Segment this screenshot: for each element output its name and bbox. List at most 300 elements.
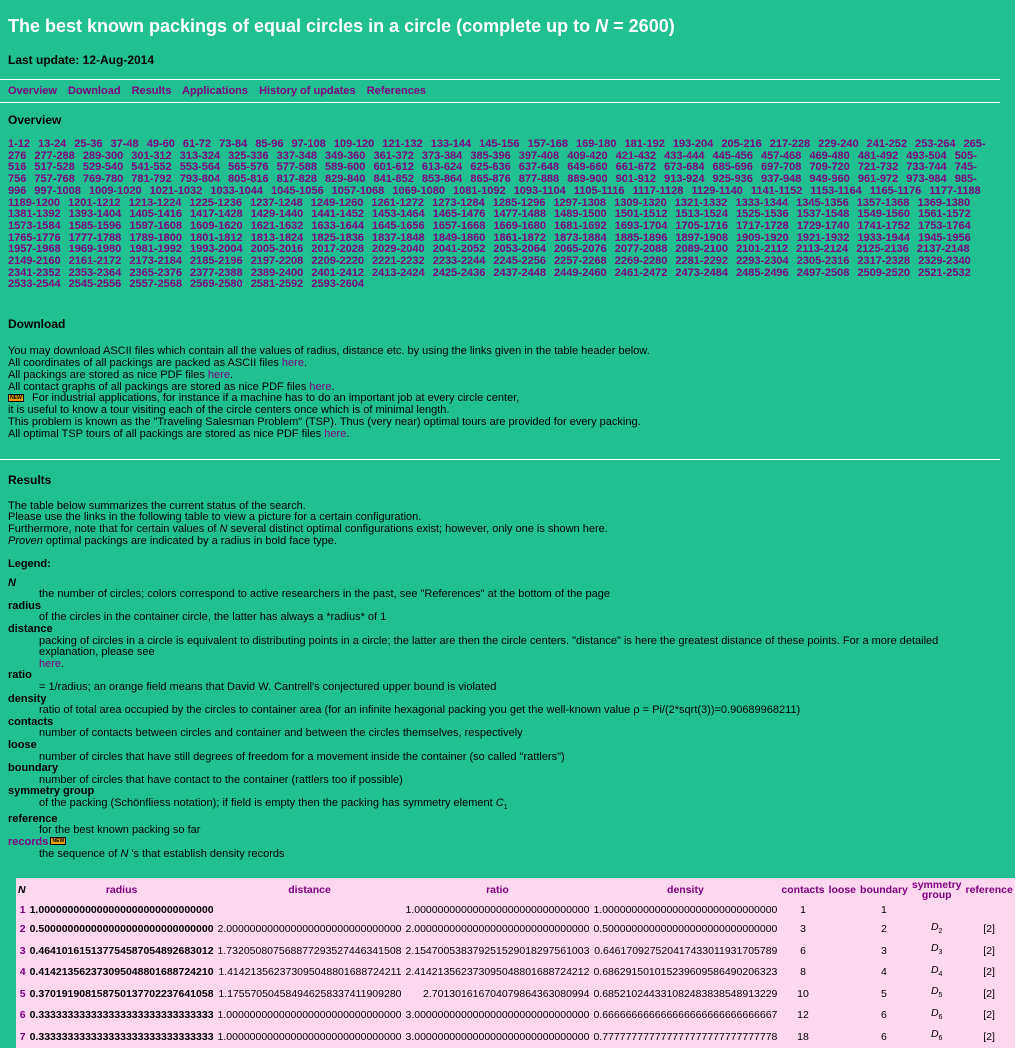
overview-heading: Overview <box>8 113 62 127</box>
overview-range-link[interactable]: 781-792 <box>131 173 172 186</box>
overview-range-link[interactable]: 1021-1032 <box>149 184 203 197</box>
col-header-symmetry[interactable]: symmetry group <box>911 879 962 902</box>
cell-density: 0.666666666666666666666666666667 <box>593 1009 778 1022</box>
cell-loose <box>827 1026 858 1048</box>
overview-range-link[interactable]: 2137-2148 <box>916 243 970 256</box>
overview-range-link[interactable]: 1429-1440 <box>250 208 304 221</box>
overview-range-link[interactable]: 1549-1560 <box>857 208 911 221</box>
distance-here-link[interactable]: here <box>39 657 62 670</box>
results-line: Please use the links in the following table to view a picture for a certain configuration. <box>8 511 422 524</box>
cell-contacts: 1 <box>800 904 806 917</box>
overview-range-link[interactable]: 289-300 <box>82 149 124 162</box>
overview-range-link[interactable]: 133-144 <box>430 138 472 150</box>
cell-density: 0.646170927520417433011931705789 <box>594 944 778 957</box>
download-line: All contact graphs of all packings are stored as nice PDF files here. <box>8 380 335 393</box>
overview-range-link[interactable]: 2329-2340 <box>918 255 971 268</box>
overview-range-link[interactable]: 1693-1704 <box>614 219 668 232</box>
col-header-ratio[interactable]: ratio <box>486 884 509 897</box>
overview-range-link[interactable]: 2197-2208 <box>250 255 304 268</box>
cell-reference <box>964 919 1015 941</box>
overview-range-link[interactable]: 1237-1248 <box>250 196 303 209</box>
overview-range-link[interactable]: 2497-2508 <box>796 266 850 279</box>
overview-range-link[interactable]: 2449-2460 <box>554 266 607 279</box>
overview-range-link[interactable]: 2401-2412 <box>311 266 364 279</box>
overview-range-link[interactable]: 2473-2484 <box>675 266 728 279</box>
overview-range-link[interactable]: 85-96 <box>255 138 284 150</box>
overview-range-link[interactable]: 613-624 <box>421 161 463 174</box>
overview-range-link[interactable]: 1741-1752 <box>857 219 911 232</box>
overview-range-link[interactable]: 2341-2352 <box>8 266 61 279</box>
overview-range-link[interactable]: 2533-2544 <box>8 278 61 291</box>
overview-range-link[interactable]: 277-288 <box>34 149 75 162</box>
overview-range-link[interactable]: 121-132 <box>382 138 423 150</box>
overview-range-link[interactable]: 1489-1500 <box>554 208 607 221</box>
overview-range-link[interactable]: 1537-1548 <box>796 208 850 221</box>
cell-contacts: 18 <box>797 1030 809 1043</box>
overview-range-link[interactable]: 169-180 <box>576 138 617 150</box>
overview-range-link[interactable]: 1357-1368 <box>856 196 910 209</box>
overview-range-link[interactable]: 1573-1584 <box>8 219 61 232</box>
cell-symmetry: $D_2$ <box>930 920 943 935</box>
overview-range-link[interactable]: 1057-1068 <box>331 184 385 197</box>
overview-range-link[interactable]: 349-360 <box>325 149 366 162</box>
overview-range-link[interactable]: 2461-2472 <box>614 266 668 279</box>
download-line: NEW For industrial applications, for instance if a machine has to do an important job at every circle center, <box>8 393 992 405</box>
cell-n[interactable]: 1 <box>19 904 26 917</box>
overview-range-link[interactable]: 1393-1404 <box>68 208 122 221</box>
legend-term-boundary: boundary <box>8 762 59 775</box>
overview-range-link[interactable]: 841-852 <box>373 173 414 186</box>
overview-range-link[interactable]: 2485-2496 <box>736 266 789 279</box>
nav-applications[interactable]: Applications <box>182 85 249 97</box>
overview-range-link[interactable]: 325-336 <box>228 149 269 162</box>
overview-range-link[interactable]: 1993-2004 <box>190 243 243 256</box>
overview-range-link[interactable]: 1525-1536 <box>736 208 789 221</box>
results-line: Proven optimal packings are indicated by a radius in bold face type. <box>8 534 337 547</box>
overview-range-link[interactable]: 1009-1020 <box>88 184 142 197</box>
overview-range-link[interactable]: 1765-1776 <box>8 231 61 244</box>
overview-range-link[interactable]: 1453-1464 <box>372 208 425 221</box>
overview-range-link[interactable]: 1309-1320 <box>614 196 667 209</box>
overview-range-link[interactable]: 1141-1152 <box>750 184 803 197</box>
col-header-distance[interactable]: distance <box>288 884 331 897</box>
overview-range-link[interactable]: 481-492 <box>857 149 899 162</box>
overview-range-link[interactable]: 853-864 <box>421 173 463 186</box>
overview-range-link[interactable]: 2029-2040 <box>372 243 425 256</box>
overview-range-link[interactable]: 745-756 <box>8 161 977 186</box>
overview-range-link[interactable]: 1501-1512 <box>614 208 668 221</box>
overview-range-link[interactable]: 73-84 <box>219 138 248 150</box>
overview-range-link[interactable]: 601-612 <box>373 161 414 174</box>
overview-range-link[interactable]: 2161-2172 <box>68 255 122 268</box>
overview-range-link[interactable]: 1717-1728 <box>736 219 789 232</box>
overview-range-link[interactable]: 1813-1824 <box>250 231 304 244</box>
overview-range-link[interactable]: 2233-2244 <box>432 255 486 268</box>
nav-results[interactable]: Results <box>131 85 172 97</box>
cell-ratio: 2.414213562373095048801688724212 <box>405 966 590 979</box>
overview-range-link[interactable]: 1117-1128 <box>632 184 684 197</box>
cell-n[interactable]: 7 <box>19 1030 26 1043</box>
overview-range-link[interactable]: 877-888 <box>518 173 560 186</box>
overview-range-link[interactable]: 265-276 <box>8 138 986 162</box>
overview-range-link[interactable]: 1861-1872 <box>493 231 546 244</box>
overview-range-link[interactable]: 37-48 <box>110 138 139 150</box>
reference-link[interactable]: [2] <box>983 987 995 1000</box>
overview-range-link[interactable]: 1129-1140 <box>691 184 743 197</box>
tsp-here-link[interactable]: here <box>324 427 347 440</box>
overview-range-link[interactable]: 1909-1920 <box>736 231 789 244</box>
nav-history[interactable]: History of updates <box>259 85 356 97</box>
overview-range-link[interactable]: 2317-2328 <box>857 255 911 268</box>
overview-range-link[interactable]: 1273-1284 <box>432 196 485 209</box>
overview-range-link[interactable]: 973-984 <box>906 173 947 186</box>
overview-range-link[interactable]: 709-720 <box>809 161 850 174</box>
overview-range-link[interactable]: 193-204 <box>672 138 714 150</box>
overview-range-link[interactable]: 889-900 <box>567 173 608 186</box>
overview-range-link[interactable]: 1969-1980 <box>68 243 122 256</box>
ascii-here-link[interactable]: here <box>281 356 304 369</box>
col-header-boundary[interactable]: boundary <box>860 884 908 897</box>
cell-loose <box>827 902 858 918</box>
overview-range-link[interactable]: 361-372 <box>373 149 414 162</box>
table-row <box>16 940 1015 962</box>
overview-range-link[interactable]: 181-192 <box>624 138 665 150</box>
cell-boundary: 4 <box>881 966 887 979</box>
overview-range-link[interactable]: 697-708 <box>760 161 802 174</box>
overview-range-link[interactable]: 1285-1296 <box>492 196 546 209</box>
overview-range-link[interactable]: 625-636 <box>470 161 511 174</box>
overview-range-link[interactable]: 373-384 <box>421 149 463 162</box>
overview-range-link[interactable]: 1081-1092 <box>453 184 506 197</box>
overview-range-link[interactable]: 2149-2160 <box>8 255 61 268</box>
overview-range-link[interactable]: 2389-2400 <box>250 266 304 279</box>
cell-symmetry: $D_6$ <box>930 1006 943 1021</box>
overview-range-link[interactable]: 985-996 <box>8 173 977 197</box>
col-header-loose[interactable]: loose <box>828 884 857 897</box>
legend-def-n: the number of circles; colors correspond to active researchers in the past, see "References" at the bottom of the page <box>39 588 610 601</box>
overview-range-link[interactable]: 2221-2232 <box>372 255 425 268</box>
legend-term-symmetry: symmetry group <box>8 785 95 798</box>
overview-range-link[interactable]: 1681-1692 <box>554 219 607 232</box>
cell-density: 0.500000000000000000000000000000 <box>593 923 778 936</box>
legend-term-contacts: contacts <box>8 715 54 728</box>
overview-range-link[interactable]: 733-744 <box>906 161 947 174</box>
overview-range-link[interactable]: 1957-1968 <box>8 243 61 256</box>
overview-range-link[interactable]: 2377-2388 <box>190 266 243 279</box>
cell-radius: 0.370191908158750137702237641058 <box>29 987 214 1000</box>
cell-symmetry: $D_5$ <box>930 985 943 1000</box>
overview-range-link[interactable]: 2089-2100 <box>675 243 728 256</box>
cell-loose <box>827 940 858 962</box>
overview-range-link[interactable]: 109-120 <box>333 138 375 150</box>
overview-range-link[interactable]: 2521-2532 <box>918 266 971 279</box>
overview-range-link[interactable]: 769-780 <box>82 173 124 186</box>
overview-range-link[interactable]: 1369-1380 <box>917 196 971 209</box>
overview-range-link[interactable]: 997-1008 <box>34 184 81 197</box>
overview-range-link[interactable]: 1201-1212 <box>68 196 121 209</box>
overview-range-link[interactable]: 61-72 <box>182 138 212 150</box>
overview-range-link[interactable]: 421-432 <box>615 149 657 162</box>
overview-range-link[interactable]: 1945-1956 <box>918 231 971 244</box>
overview-range-link[interactable]: 2125-2136 <box>856 243 909 256</box>
nav-download[interactable]: Download <box>67 85 121 97</box>
overview-range-link[interactable]: 661-672 <box>615 161 657 174</box>
overview-range-link[interactable]: 1-12 <box>8 138 31 150</box>
overview-range-link[interactable]: 1345-1356 <box>796 196 849 209</box>
overview-range-link[interactable]: 1477-1488 <box>493 208 546 221</box>
overview-range-link[interactable]: 1705-1716 <box>675 219 728 232</box>
overview-range-link[interactable]: 2545-2556 <box>68 278 122 291</box>
overview-range-link[interactable]: 2005-2016 <box>250 243 304 256</box>
overview-range-link[interactable]: 1561-1572 <box>918 208 971 221</box>
overview-range-link[interactable]: 2101-2112 <box>736 243 789 256</box>
table-row <box>16 1005 1015 1027</box>
results-line: Furthermore, note that for certain values of N several distinct optimal configurations exist; however, only one is shown here. <box>8 523 608 536</box>
overview-range-link[interactable]: 589-600 <box>325 161 366 174</box>
overview-range-link[interactable]: 1165-1176 <box>869 184 922 197</box>
overview-range-link[interactable]: 1381-1392 <box>8 208 61 221</box>
overview-range-link[interactable]: 2209-2220 <box>311 255 364 268</box>
overview-range-link[interactable]: 157-168 <box>527 138 568 150</box>
overview-range-link[interactable]: 409-420 <box>567 149 608 162</box>
overview-range-link[interactable]: 565-576 <box>228 161 269 174</box>
overview-range-link[interactable]: 97-108 <box>291 138 326 150</box>
overview-range-link[interactable]: 1105-1116 <box>573 184 625 197</box>
legend-def-radius: of the circles in the container circle, the latter has always a *radius* of 1 <box>39 611 387 624</box>
legend-def-distance: packing of circles in a circle is equivalent to distributing points in a circle; the latter are then the circle centers. "distance" is here the greatest distance of these points. For a more detailed explanation, please see here. <box>39 634 939 670</box>
overview-range-link[interactable]: 961-972 <box>857 173 899 186</box>
overview-range-link[interactable]: 1981-1992 <box>129 243 182 256</box>
overview-range-link[interactable]: 1069-1080 <box>392 184 445 197</box>
col-header-contacts[interactable]: contacts <box>781 884 825 897</box>
reference-link[interactable]: [2] <box>983 923 995 936</box>
overview-range-link[interactable]: 301-312 <box>131 149 172 162</box>
overview-range-link[interactable]: 469-480 <box>809 149 850 162</box>
cell-ratio: 3.000000000000000000000000000000 <box>405 1030 590 1043</box>
reference-link[interactable]: [2] <box>983 966 995 979</box>
overview-range-link[interactable]: 2041-2052 <box>432 243 486 256</box>
overview-range-link[interactable]: 1153-1164 <box>810 184 862 197</box>
overview-range-link[interactable]: 913-924 <box>664 173 705 186</box>
overview-range-link[interactable]: 445-456 <box>712 149 753 162</box>
download-line: it is useful to know a tour visiting each of the circle centers once which is of minimal length. <box>8 404 450 417</box>
cell-n[interactable]: 3 <box>19 944 26 957</box>
overview-range-link[interactable]: 49-60 <box>146 138 175 150</box>
overview-range-link[interactable]: 1729-1740 <box>796 219 850 232</box>
overview-range-link[interactable]: 2437-2448 <box>493 266 546 279</box>
overview-range-link[interactable]: 1921-1932 <box>796 231 850 244</box>
cell-n[interactable]: 5 <box>19 987 26 1000</box>
overview-range-link[interactable]: 2065-2076 <box>554 243 607 256</box>
overview-range-link[interactable]: 1585-1596 <box>68 219 122 232</box>
legend-def-ratio: = 1/radius; an orange field means that David W. Cantrell's conjectured upper bound is violated <box>39 681 497 694</box>
col-header-density[interactable]: density <box>667 884 704 897</box>
overview-range-link[interactable]: 1933-1944 <box>857 231 911 244</box>
overview-range-link[interactable]: 2281-2292 <box>675 255 728 268</box>
overview-range-link[interactable]: 553-564 <box>179 161 221 174</box>
overview-range-link[interactable]: 2581-2592 <box>250 278 304 291</box>
download-text <box>8 346 992 440</box>
cell-n[interactable]: 2 <box>19 923 26 936</box>
overview-range-link[interactable]: 493-504 <box>906 149 947 162</box>
overview-range-link[interactable]: 1753-1764 <box>918 219 971 232</box>
overview-range-link[interactable]: 925-936 <box>712 173 753 186</box>
overview-range-link[interactable]: 2113-2124 <box>796 243 849 256</box>
overview-range-link[interactable]: 529-540 <box>82 161 124 174</box>
overview-range-link[interactable]: 1297-1308 <box>553 196 607 209</box>
overview-range-link[interactable]: 2269-2280 <box>614 255 668 268</box>
overview-range-link[interactable]: 1609-1620 <box>190 219 243 232</box>
overview-range-link[interactable]: 1177-1188 <box>929 184 981 197</box>
overview-range-link[interactable]: 2245-2256 <box>493 255 546 268</box>
overview-range-link[interactable]: 2509-2520 <box>857 266 911 279</box>
overview-range-link[interactable]: 25-36 <box>74 138 103 150</box>
overview-range-link[interactable]: 2353-2364 <box>68 266 122 279</box>
overview-range-link[interactable]: 1045-1056 <box>271 184 324 197</box>
table-row <box>16 902 1015 918</box>
overview-range-link[interactable]: 1261-1272 <box>371 196 425 209</box>
overview-range-link[interactable]: 721-732 <box>857 161 899 174</box>
overview-range-link[interactable]: 1189-1200 <box>8 196 60 209</box>
cell-distance: 1.000000000000000000000000000000 <box>217 1030 402 1043</box>
overview-range-link[interactable]: 1825-1836 <box>311 231 364 244</box>
overview-range-link[interactable]: 313-324 <box>179 149 221 162</box>
overview-range-link[interactable]: 793-804 <box>179 173 221 186</box>
overview-range-link[interactable]: 253-264 <box>915 138 956 150</box>
overview-range-link[interactable]: 1669-1680 <box>493 219 546 232</box>
overview-range-link[interactable]: 1633-1644 <box>311 219 364 232</box>
overview-range-link[interactable]: 2305-2316 <box>796 255 850 268</box>
overview-range-link[interactable]: 385-396 <box>470 149 511 162</box>
overview-range-link[interactable]: 13-24 <box>38 138 67 150</box>
overview-range-link[interactable]: 457-468 <box>760 149 802 162</box>
overview-range-link[interactable]: 1033-1044 <box>210 184 263 197</box>
overview-range-link[interactable]: 817-828 <box>276 173 317 186</box>
overview-range-link[interactable]: 757-768 <box>34 173 75 186</box>
cell-reference <box>964 940 1015 962</box>
overview-range-link[interactable]: 685-696 <box>712 161 753 174</box>
overview-range-link[interactable]: 541-552 <box>131 161 172 174</box>
overview-range-link[interactable]: 433-444 <box>664 149 705 162</box>
overview-range-link[interactable]: 1837-1848 <box>372 231 425 244</box>
overview-range-link[interactable]: 1777-1788 <box>68 231 122 244</box>
overview-range-link[interactable]: 505-516 <box>8 149 977 174</box>
overview-range-link[interactable]: 1249-1260 <box>310 196 364 209</box>
overview-range-link[interactable]: 1417-1428 <box>190 208 243 221</box>
overview-range-link[interactable]: 901-912 <box>615 173 657 186</box>
overview-range-link[interactable]: 2257-2268 <box>554 255 607 268</box>
overview-range-link[interactable]: 649-660 <box>567 161 608 174</box>
overview-range-link[interactable]: 1093-1104 <box>513 184 566 197</box>
results-table <box>16 878 1015 1047</box>
overview-range-link[interactable]: 145-156 <box>479 138 520 150</box>
legend-term-radius: radius <box>8 599 42 612</box>
overview-range-link[interactable]: 2077-2088 <box>614 243 668 256</box>
overview-range-link[interactable]: 1789-1800 <box>129 231 182 244</box>
legend-term-records[interactable]: records NEW <box>8 837 992 849</box>
overview-range-link[interactable]: 2365-2376 <box>129 266 182 279</box>
overview-range-link[interactable]: 1465-1476 <box>432 208 486 221</box>
download-line: You may download ASCII files which contain all the values of radius, distance etc. by using the links given in the table header below. <box>8 345 650 358</box>
overview-range-link[interactable]: 1885-1896 <box>614 231 668 244</box>
overview-range-link[interactable]: 1225-1236 <box>189 196 243 209</box>
overview-range-link[interactable]: 1801-1812 <box>190 231 243 244</box>
overview-range-link[interactable]: 2185-2196 <box>190 255 243 268</box>
overview-range-link[interactable]: 1897-1908 <box>675 231 728 244</box>
pdf-here-link[interactable]: here <box>207 368 230 381</box>
cell-radius: 0.500000000000000000000000000000 <box>29 923 214 936</box>
cell-reference <box>964 962 1015 984</box>
overview-range-link[interactable]: 1321-1332 <box>674 196 728 209</box>
overview-range-link[interactable]: 1657-1668 <box>432 219 486 232</box>
overview-range-link[interactable]: 1513-1524 <box>675 208 728 221</box>
cell-symmetry <box>910 902 964 918</box>
legend-term-reference: reference <box>8 812 58 825</box>
overview-range-link[interactable]: 805-816 <box>228 173 269 186</box>
overview-range-link[interactable]: 2017-2028 <box>311 243 364 256</box>
overview-range-link[interactable]: 1849-1860 <box>432 231 486 244</box>
new-badge-icon: NEW <box>50 837 66 845</box>
overview-range-link[interactable]: 397-408 <box>518 149 560 162</box>
overview-range-link[interactable]: 2413-2424 <box>372 266 425 279</box>
overview-range-link[interactable]: 1621-1632 <box>250 219 304 232</box>
overview-range-link[interactable]: 2173-2184 <box>129 255 182 268</box>
overview-range-link[interactable]: 205-216 <box>721 138 762 150</box>
cell-boundary: 6 <box>881 1030 887 1043</box>
overview-range-link[interactable]: 217-228 <box>769 138 811 150</box>
overview-range-link[interactable]: 2053-2064 <box>493 243 546 256</box>
download-heading: Download <box>8 317 66 332</box>
overview-range-link[interactable]: 229-240 <box>818 138 859 150</box>
nav-overview[interactable]: Overview <box>8 85 57 97</box>
cell-contacts: 10 <box>797 987 809 1000</box>
overview-range-link[interactable]: 1441-1452 <box>311 208 364 221</box>
overview-range-link[interactable]: 241-252 <box>866 138 908 150</box>
results-heading: Results <box>8 472 52 487</box>
cell-reference <box>964 1026 1015 1048</box>
overview-range-link[interactable]: 1405-1416 <box>129 208 182 221</box>
overview-range-link[interactable]: 577-588 <box>276 161 317 174</box>
overview-range-link[interactable]: 2557-2568 <box>129 278 182 291</box>
divider <box>0 459 1000 460</box>
overview-range-link[interactable]: 949-960 <box>809 173 850 186</box>
cell-n[interactable]: 6 <box>19 1009 26 1022</box>
reference-link[interactable]: [2] <box>983 944 995 957</box>
overview-range-link[interactable]: 637-648 <box>518 161 560 174</box>
overview-range-link[interactable]: 2593-2604 <box>311 278 364 291</box>
reference-link[interactable]: [2] <box>983 1030 995 1043</box>
overview-range-link[interactable]: 1333-1344 <box>735 196 789 209</box>
overview-range-link[interactable]: 1597-1608 <box>129 219 182 232</box>
overview-range-link[interactable]: 829-840 <box>325 173 366 186</box>
overview-range-link[interactable]: 937-948 <box>760 173 802 186</box>
overview-range-link[interactable]: 2569-2580 <box>190 278 243 291</box>
contact-graph-here-link[interactable]: here <box>309 380 332 393</box>
overview-range-link[interactable]: 2293-2304 <box>736 255 789 268</box>
overview-range-link[interactable]: 1645-1656 <box>372 219 425 232</box>
overview-range-link[interactable]: 1213-1224 <box>128 196 182 209</box>
cell-n[interactable]: 4 <box>19 966 26 979</box>
overview-range-link[interactable]: 865-876 <box>470 173 511 186</box>
overview-range-link[interactable]: 2425-2436 <box>432 266 486 279</box>
overview-range-link[interactable]: 517-528 <box>34 161 75 174</box>
overview-range-link[interactable]: 337-348 <box>276 149 317 162</box>
nav-references[interactable]: References <box>366 85 427 97</box>
col-header-radius[interactable]: radius <box>105 884 138 897</box>
reference-link[interactable]: [2] <box>983 1009 995 1022</box>
overview-range-link[interactable]: 1873-1884 <box>554 231 607 244</box>
overview-range-link[interactable]: 673-684 <box>664 161 705 174</box>
